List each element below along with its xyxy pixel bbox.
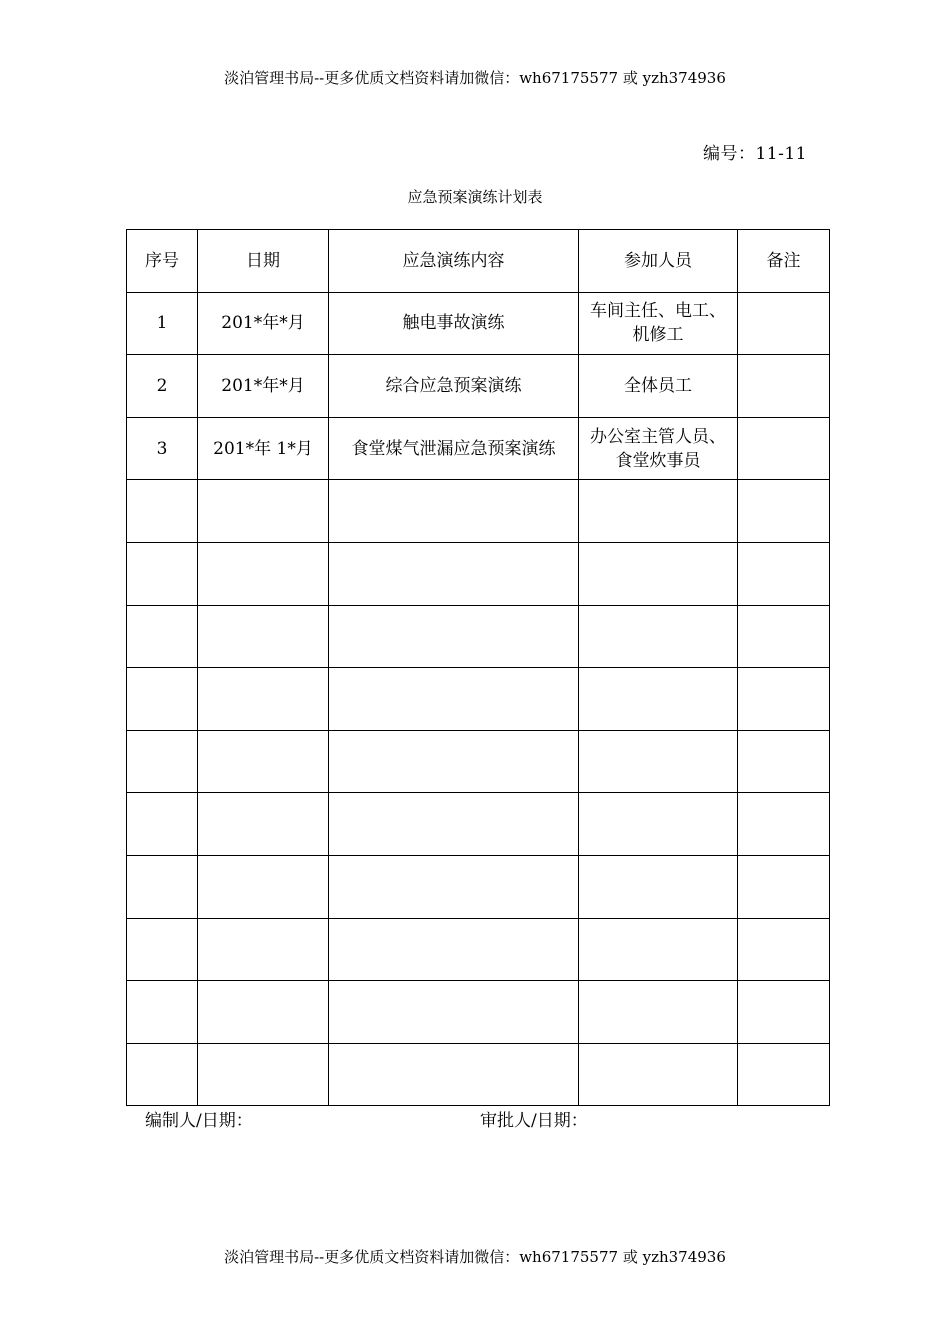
cell-serial-number: [127, 1043, 198, 1106]
cell-drill-content: [329, 1043, 579, 1106]
cell-serial-number: [127, 981, 198, 1044]
cell-drill-content: [329, 855, 579, 918]
table-row: [127, 668, 830, 731]
cell-date: [198, 1043, 329, 1106]
cell-date: [198, 668, 329, 731]
header-date: 日期: [198, 230, 329, 293]
cell-drill-content: [329, 793, 579, 856]
cell-remarks: [738, 355, 830, 418]
cell-serial-number: 3: [127, 417, 198, 480]
cell-serial-number: [127, 480, 198, 543]
cell-date: [198, 605, 329, 668]
cell-serial-number: [127, 542, 198, 605]
cell-participants: [579, 605, 738, 668]
table-row: [127, 480, 830, 543]
cell-participants: [579, 730, 738, 793]
preparer-date-label: 编制人/日期：: [145, 1111, 253, 1131]
document-number: 编号：11-11: [702, 144, 807, 164]
table-row: [127, 918, 830, 981]
cell-date: 201*年*月: [198, 292, 329, 355]
cell-participants: 全体员工: [579, 355, 738, 418]
table-row: [127, 542, 830, 605]
cell-date: [198, 730, 329, 793]
cell-drill-content: [329, 981, 579, 1044]
cell-drill-content: [329, 480, 579, 543]
table-row: [127, 1043, 830, 1106]
cell-remarks: [738, 605, 830, 668]
cell-drill-content: [329, 730, 579, 793]
cell-remarks: [738, 981, 830, 1044]
drill-plan-table: [126, 229, 830, 1106]
table-row: [127, 355, 830, 418]
table-row: [127, 981, 830, 1044]
cell-participants: [579, 480, 738, 543]
cell-participants: [579, 793, 738, 856]
header-drill-content: 应急演练内容: [329, 230, 579, 293]
table-body: [127, 292, 830, 1106]
cell-date: [198, 918, 329, 981]
cell-date: [198, 981, 329, 1044]
cell-participants: [579, 1043, 738, 1106]
cell-remarks: [738, 855, 830, 918]
page-title: 应急预案演练计划表: [407, 188, 543, 206]
table-row: [127, 855, 830, 918]
table-header-row: [127, 230, 830, 293]
cell-remarks: [738, 417, 830, 480]
table-row: [127, 793, 830, 856]
header-participants: 参加人员: [579, 230, 738, 293]
cell-date: [198, 793, 329, 856]
table-row: [127, 605, 830, 668]
cell-drill-content: 食堂煤气泄漏应急预案演练: [329, 417, 579, 480]
table-row: [127, 292, 830, 355]
cell-remarks: [738, 480, 830, 543]
cell-date: [198, 480, 329, 543]
cell-date: [198, 855, 329, 918]
cell-participants: [579, 981, 738, 1044]
cell-date: [198, 542, 329, 605]
cell-serial-number: [127, 793, 198, 856]
cell-drill-content: 触电事故演练: [329, 292, 579, 355]
cell-serial-number: [127, 918, 198, 981]
cell-drill-content: 综合应急预案演练: [329, 355, 579, 418]
header-remarks: 备注: [738, 230, 830, 293]
cell-drill-content: [329, 542, 579, 605]
header-serial-number: 序号: [127, 230, 198, 293]
header-note: 淡泊管理书局--更多优质文档资料请加微信：wh67175577 或 yzh374936: [224, 69, 726, 87]
table-row: [127, 417, 830, 480]
table-row: [127, 730, 830, 793]
cell-date: 201*年*月: [198, 355, 329, 418]
cell-participants: [579, 668, 738, 731]
cell-remarks: [738, 918, 830, 981]
cell-remarks: [738, 730, 830, 793]
cell-participants: [579, 542, 738, 605]
cell-drill-content: [329, 668, 579, 731]
approver-date-label: 审批人/日期：: [480, 1111, 588, 1131]
cell-participants: 车间主任、电工、机修工: [579, 292, 738, 355]
cell-participants: [579, 855, 738, 918]
cell-remarks: [738, 668, 830, 731]
footer-note: 淡泊管理书局--更多优质文档资料请加微信：wh67175577 或 yzh374936: [224, 1248, 726, 1266]
cell-remarks: [738, 793, 830, 856]
cell-serial-number: [127, 668, 198, 731]
cell-remarks: [738, 542, 830, 605]
cell-remarks: [738, 1043, 830, 1106]
cell-serial-number: [127, 730, 198, 793]
cell-drill-content: [329, 605, 579, 668]
cell-serial-number: 1: [127, 292, 198, 355]
cell-serial-number: 2: [127, 355, 198, 418]
cell-drill-content: [329, 918, 579, 981]
cell-remarks: [738, 292, 830, 355]
cell-serial-number: [127, 855, 198, 918]
cell-participants: 办公室主管人员、食堂炊事员: [579, 417, 738, 480]
cell-participants: [579, 918, 738, 981]
cell-date: 201*年 1*月: [198, 417, 329, 480]
cell-serial-number: [127, 605, 198, 668]
